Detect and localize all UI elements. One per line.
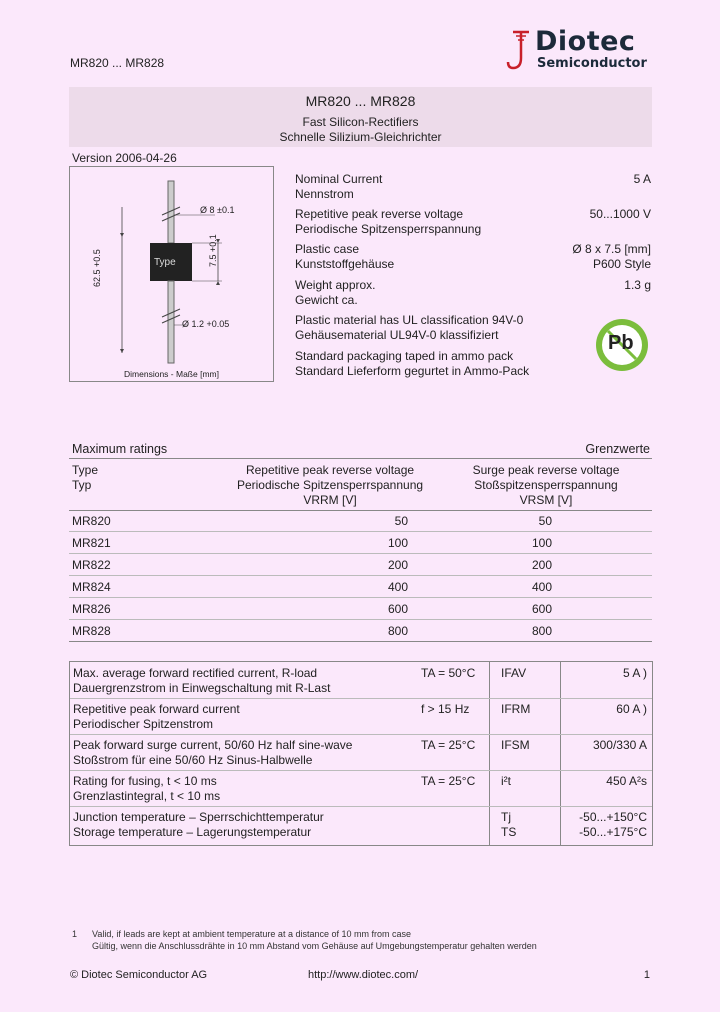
footnote-number: 1	[72, 929, 78, 939]
col-vrrm-de: Periodische Spitzensperrspannung	[236, 478, 424, 492]
col-vrsm-en: Surge peak reverse voltage	[472, 463, 620, 477]
title-main: MR820 ... MR828	[305, 93, 416, 109]
char-row-ifav	[73, 666, 649, 696]
char-de: Periodischer Spitzenstrom	[73, 717, 214, 731]
col-type-en: Type	[72, 463, 99, 477]
dim-lead-diameter: Ø 1.2 +0.05	[182, 319, 230, 329]
spec-en: Plastic case	[295, 242, 360, 256]
spec-value: 5 A	[633, 172, 651, 186]
cell-vrsm: 400	[531, 580, 552, 594]
divider	[69, 553, 652, 554]
cell-vrrm: 600	[387, 602, 408, 616]
char-row-i2t	[73, 774, 649, 804]
spec-value: 50...1000 V	[589, 207, 651, 221]
cell-type: MR820	[72, 514, 111, 528]
col-vrsm-sym: VRSM [V]	[519, 493, 573, 507]
char-en: Rating for fusing, t < 10 ms	[73, 774, 217, 788]
spec-de: Periodische Spitzensperrspannung	[295, 222, 482, 236]
cell-type: MR828	[72, 624, 111, 638]
char-val: 60 A )	[616, 702, 647, 716]
cell-vrrm: 50	[394, 514, 408, 528]
logo-name: Diotec	[535, 26, 636, 57]
cell-vrrm: 400	[387, 580, 408, 594]
divider	[70, 698, 652, 699]
title-line2: Schnelle Silizium-Gleichrichter	[279, 130, 442, 144]
max-ratings-title: Maximum ratings	[72, 442, 168, 456]
char-cond: TA = 50°C	[421, 666, 476, 680]
divider	[69, 641, 652, 642]
char-cond: f > 15 Hz	[421, 702, 470, 716]
divider	[70, 770, 652, 771]
char-val: -50...+150°C	[579, 810, 647, 824]
pb-free-badge	[594, 317, 650, 373]
spec-value: Ø 8 x 7.5 [mm]	[572, 242, 651, 256]
spec-en: Standard packaging taped in ammo pack	[295, 349, 514, 363]
char-sym: Tj	[501, 810, 511, 824]
char-sym: IFRM	[501, 702, 531, 716]
title-line1: Fast Silicon-Rectifiers	[302, 115, 419, 129]
characteristics-table	[69, 661, 653, 846]
page-number: 1	[643, 969, 650, 981]
char-en: Repetitive peak forward current	[73, 702, 240, 716]
cell-vrsm: 600	[531, 602, 552, 616]
diotec-logo	[505, 28, 655, 74]
char-val: 300/330 A	[592, 738, 647, 752]
header-part-range: MR820 ... MR828	[70, 56, 165, 70]
dim-body-length: 7.5 +0.1	[208, 234, 218, 267]
char-val: 5 A )	[622, 666, 647, 680]
char-en: Max. average forward rectified current, R-load	[73, 666, 318, 680]
col-vrsm-de: Stoßspitzensperrspannung	[474, 478, 618, 492]
char-sym: IFSM	[501, 738, 530, 752]
col-type-header	[72, 463, 98, 493]
spec-nominal-current	[295, 172, 651, 202]
dim-total-length: 62.5 +0.5	[92, 249, 102, 287]
char-sym: IFAV	[501, 666, 527, 680]
cell-vrsm: 800	[531, 624, 552, 638]
spec-value2: P600 Style	[592, 257, 651, 271]
divider	[69, 531, 652, 532]
char-sym: i²t	[501, 774, 511, 788]
version-label: Version 2006-04-26	[72, 151, 177, 165]
divider	[70, 734, 652, 735]
diotec-logo-icon	[505, 28, 535, 74]
dim-body-diameter: Ø 8 ±0.1	[200, 205, 235, 215]
char-cond: TA = 25°C	[421, 774, 476, 788]
col-vrrm-sym: VRRM [V]	[303, 493, 357, 507]
footnote-en: Valid, if leads are kept at ambient temperature at a distance of 10 mm from case	[92, 929, 411, 939]
logo-subtitle: Semiconductor	[537, 56, 647, 71]
char-val2: -50...+175°C	[579, 825, 647, 839]
spec-de: Gewicht ca.	[295, 293, 358, 307]
spec-de: Gehäusematerial UL94V-0 klassifiziert	[295, 328, 499, 342]
cell-vrrm: 200	[387, 558, 408, 572]
col-type-de: Typ	[72, 478, 92, 492]
cell-vrsm: 200	[531, 558, 552, 572]
spec-de: Kunststoffgehäuse	[295, 257, 395, 271]
spec-de: Nennstrom	[295, 187, 354, 201]
cell-vrsm: 50	[538, 514, 552, 528]
char-en: Junction temperature – Sperrschichttemperatur	[73, 810, 324, 824]
divider	[69, 575, 652, 576]
char-val: 450 A²s	[606, 774, 647, 788]
footnote-de: Gültig, wenn die Anschlussdrähte in 10 mm Abstand vom Gehäuse auf Umgebungstemperatur gehalten werden	[92, 941, 537, 951]
char-en: Peak forward surge current, 50/60 Hz half sine-wave	[73, 738, 353, 752]
col-vrrm-en: Repetitive peak reverse voltage	[245, 463, 415, 477]
divider	[69, 510, 652, 511]
title-band	[69, 87, 652, 147]
cell-vrrm: 100	[387, 536, 408, 550]
spec-packaging	[295, 349, 595, 379]
char-row-ifrm	[73, 702, 649, 732]
char-de: Grenzlastintegral, t < 10 ms	[73, 789, 221, 803]
cell-vrsm: 100	[531, 536, 552, 550]
divider	[70, 806, 652, 807]
divider	[69, 597, 652, 598]
dimension-drawing	[69, 166, 274, 382]
cell-vrrm: 800	[387, 624, 408, 638]
spec-en: Nominal Current	[295, 172, 383, 186]
char-row-temp	[73, 810, 649, 840]
spec-reverse-voltage	[295, 207, 651, 237]
spec-en: Weight approx.	[295, 278, 376, 292]
spec-value: 1.3 g	[624, 278, 651, 292]
spec-ul-class	[295, 313, 595, 343]
cell-type: MR822	[72, 558, 111, 572]
divider	[69, 458, 652, 459]
char-de: Dauergrenzstrom in Einwegschaltung mit R-Last	[73, 681, 331, 695]
cell-type: MR826	[72, 602, 111, 616]
website-link[interactable]: http://www.diotec.com/	[308, 969, 419, 981]
char-de: Storage temperature – Lagerungstemperatur	[73, 825, 312, 839]
char-row-ifsm	[73, 738, 649, 768]
max-ratings-title-de: Grenzwerte	[585, 442, 650, 456]
spec-de: Standard Lieferform gegurtet in Ammo-Pack	[295, 364, 530, 378]
char-sym2: TS	[501, 825, 517, 839]
spec-plastic-case	[295, 242, 651, 272]
col-vrsm-header	[436, 463, 656, 508]
drawing-caption: Dimensions - Maße [mm]	[124, 369, 219, 379]
spec-en: Repetitive peak reverse voltage	[295, 207, 464, 221]
col-vrrm-header	[220, 463, 440, 508]
drawing-type-label: Type	[154, 257, 176, 268]
cell-type: MR821	[72, 536, 111, 550]
spec-weight	[295, 278, 651, 308]
char-cond: TA = 25°C	[421, 738, 476, 752]
divider	[69, 619, 652, 620]
pb-label: Pb	[608, 332, 634, 354]
copyright: © Diotec Semiconductor AG	[70, 969, 208, 981]
spec-en: Plastic material has UL classification 94V-0	[295, 313, 524, 327]
char-de: Stoßstrom für eine 50/60 Hz Sinus-Halbwelle	[73, 753, 313, 767]
cell-type: MR824	[72, 580, 111, 594]
